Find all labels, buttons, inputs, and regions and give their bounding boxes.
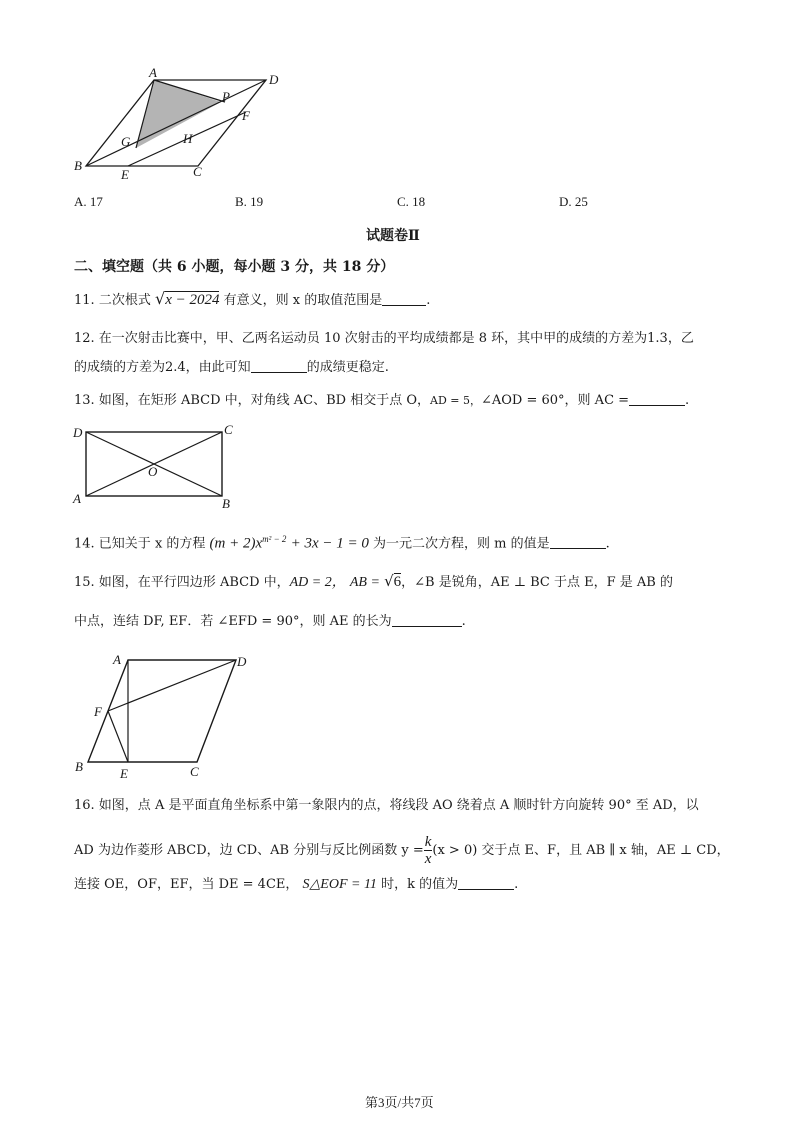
q10-label-c: C — [193, 164, 202, 179]
q15-line-fd — [108, 660, 236, 711]
q14-eq-rest: + 3x − 1 = 0 — [290, 535, 369, 552]
q13-label-c: C — [224, 422, 233, 437]
q13-label-o: O — [148, 464, 158, 479]
q11-radicand: x − 2024 — [165, 292, 220, 308]
q15-label-e: E — [120, 766, 128, 781]
question-16-line3 — [74, 875, 518, 894]
q11-text-before: 二次根式 — [98, 293, 151, 308]
q10-label-b: B — [74, 158, 82, 173]
q14-text-after: 为一元二次方程，则 m 的值是 — [373, 536, 550, 552]
q15-line-fe — [108, 711, 128, 762]
q15-text-line2: 中点，连结 DF, EF．若 ∠EFD = 90°，则 AE 的长为 — [74, 614, 392, 629]
q12-answer-blank[interactable] — [251, 358, 307, 373]
q10-option-c: C. 18 — [397, 194, 426, 209]
q15-cond1: AD = 2， — [289, 575, 346, 590]
question-15-line1 — [74, 572, 673, 592]
q15-radicand: 6 — [393, 574, 402, 590]
q10-label-a: A — [149, 65, 157, 80]
question-13 — [74, 391, 689, 410]
q15-label-a: A — [113, 652, 121, 667]
q13-figure — [66, 422, 246, 514]
q16-text-before: AD 为边作菱形 ABCD，边 CD、AB 分别与反比例函数 y = — [74, 843, 424, 858]
q15-figure — [66, 648, 266, 783]
q13-label-d: D — [73, 425, 83, 440]
question-12-line1: 12. 在一次射击比赛中，甲、乙两名运动员 10 次射击的平均成绩都是 8 环，其中甲的成绩的方差为1.3，乙 — [74, 331, 694, 346]
q15-text-before: 15. 如图，在平行四边形 ABCD 中， — [74, 575, 290, 590]
q16-end: . — [514, 877, 519, 892]
question-12-line2 — [74, 358, 389, 377]
q15-parallelogram — [88, 660, 236, 762]
q14-eq-base: (m + 2)x — [209, 535, 263, 552]
q15-label-f: F — [94, 704, 102, 719]
q13-end: . — [685, 393, 690, 408]
q10-shaded-triangle — [136, 80, 221, 148]
question-14 — [74, 530, 610, 553]
q10-option-a: A. 17 — [74, 194, 103, 209]
q13-cond1: AD = 5， — [430, 394, 481, 407]
q15-text-after: ，∠B 是锐角，AE ⊥ BC 于点 E，F 是 AB 的 — [401, 575, 673, 590]
question-11 — [74, 290, 430, 310]
q10-label-h: H — [183, 131, 193, 146]
q10-option-d: D. 25 — [559, 194, 588, 209]
q16-answer-blank[interactable] — [458, 875, 514, 890]
q16-text-line3: 连接 OE，OF，EF，当 DE = 4CE， — [74, 877, 299, 892]
q10-option-b: B. 19 — [235, 194, 264, 209]
q10-label-e: E — [121, 167, 129, 182]
q11-text-after: 有意义，则 x 的取值范围是 — [223, 293, 383, 308]
q15-sqrt-icon: √ — [384, 572, 394, 590]
q15-end: . — [461, 614, 466, 629]
q16-text-after: (x > 0) 交于点 E、F，且 AB ∥ x 轴，AE ⊥ CD， — [432, 843, 730, 858]
q12-text-before: 的成绩的方差为2.4，由此可知 — [74, 360, 251, 375]
q14-eq-exp: m² − 2 — [262, 534, 287, 544]
q11-end: . — [426, 293, 431, 308]
q10-label-p: P — [222, 89, 230, 104]
q14-answer-blank[interactable] — [550, 534, 606, 549]
q11-sqrt-icon: √ — [154, 289, 166, 308]
q13-label-a: A — [73, 491, 81, 506]
page-footer: 第3页/共7页 — [365, 1095, 434, 1110]
q15-label-c: C — [190, 764, 199, 779]
question-16-line1: 16. 如图，点 A 是平面直角坐标系中第一象限内的点，将线段 AO 绕着点 A 顺时针方向旋转 90° 至 AD，以 — [74, 798, 699, 813]
paper-title: 试题卷Ⅱ — [366, 228, 420, 244]
q16-text-line3-after: 时，k 的值为 — [381, 877, 459, 892]
q14-end: . — [605, 536, 610, 552]
q16-area: S△EOF = 11 — [302, 877, 377, 892]
question-15-line2 — [74, 612, 466, 631]
q10-label-g: G — [121, 134, 131, 149]
q15-cond2-pre: AB = — [349, 575, 380, 590]
q10-figure — [66, 64, 286, 186]
q13-answer-blank[interactable] — [629, 391, 685, 406]
q10-label-f: F — [242, 108, 250, 123]
question-16-line2 — [74, 834, 730, 867]
q15-answer-blank[interactable] — [392, 612, 462, 627]
q14-text-before: 14. 已知关于 x 的方程 — [74, 536, 206, 552]
section-title: 二、填空题（共 6 小题，每小题 3 分，共 18 分） — [74, 259, 395, 275]
q15-label-d: D — [237, 654, 247, 669]
q13-text-before: 13. 如图，在矩形 ABCD 中，对角线 AC、BD 相交于点 O， — [74, 393, 430, 408]
q10-label-d: D — [269, 72, 279, 87]
q11-answer-blank[interactable] — [382, 291, 426, 306]
q16-frac-num: k — [424, 834, 432, 850]
q12-text-after: 的成绩更稳定. — [306, 360, 389, 375]
q11-number: 11. — [74, 293, 95, 308]
q15-label-b: B — [75, 759, 83, 774]
q13-label-b: B — [222, 496, 230, 511]
q13-cond2: ∠AOD = 60°，则 AC = — [480, 393, 630, 408]
q16-frac-den: x — [424, 851, 432, 867]
